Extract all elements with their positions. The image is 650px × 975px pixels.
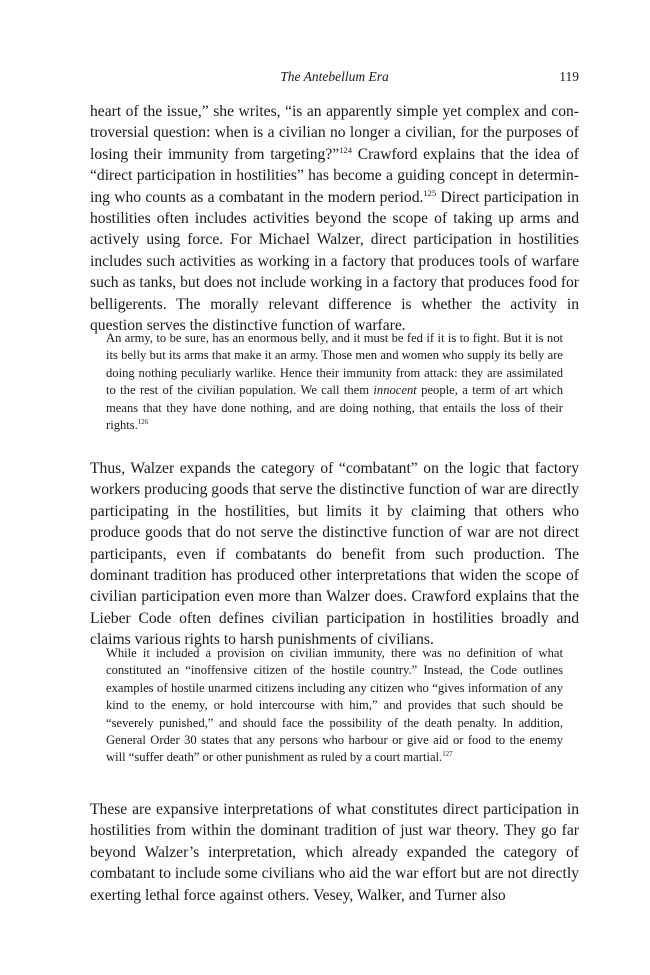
paragraph-1-text-c: Direct participation in hostilities often includes activities beyond the scope of taking up arms and actively using force. For Michael Walzer, direct participation in hostilities includes such activities as working in a factory that produces tools of warfare such as tanks, but does not include working in a factory that produces food for belligerents. The morally relevant difference is whether the activity in question serves the distinctive function of warfare. — [90, 188, 579, 335]
paragraph-1 — [90, 101, 579, 336]
page-number: 119 — [559, 69, 579, 84]
footnote-ref-125: 125 — [423, 187, 437, 198]
block-quote-1-text-b: people, a term of art which means that they have done nothing, and are doing nothing, that entails the loss of their rights. — [106, 383, 564, 433]
paragraph-1-text-b: Crawford explains that the idea of “direct participation in hostilities” has become a guiding concept in determining who counts as a combatant in the modern period. — [90, 145, 579, 206]
footnote-ref-126: 126 — [137, 419, 149, 427]
paragraph-3: These are expansive interpretations of what constitutes direct participation in hostilities from within the dominant tradition of just war theory. They go far beyond Walzer’s interpretation, which already expanded the category of combatant to include some civilians who aid the war effort but are not directly exerting lethal force against others. Vesey, Walker, and Turner also — [90, 801, 579, 904]
paragraph-2: Thus, Walzer expands the category of “combatant” on the logic that factory workers producing goods that serve the distinctive function of war are directly participating in the hostilities, but limits it by claiming that others who produce goods that do not serve the distinctive function of war are not direct participants, even if combatants do benefit from such production. The dominant tradition has produced other interpretations that widen the scope of civilian participation even more than Walzer does. Crawford explains that the Lieber Code often defines civilian participation in hostilities broadly and claims various rights to harsh punishments of civilians. — [90, 460, 579, 649]
running-header — [90, 68, 579, 86]
block-quote-1-text-a: An army, to be sure, has an enormous belly, and it must be fed if it is to fight. But it is not its belly but its arms that make it an army. Those men and women who supply its belly are doing nothing peculiarly warlike. Hence their immunity from attack: they are assimilated to the rest of the civilian population. We call them — [106, 331, 563, 398]
emphasized-term: innocent — [373, 383, 417, 398]
block-quote-2-text: While it included a provision on civilian immunity, there was no definition of what constituted an “inoffensive citizen of the hostile country.” Instead, the Code outlines examples of hostile unarmed citizens including any citizen who “gives information of any kind to the enemy, or hold intercourse with him,” and provides that such should be “severely punished,” and should face the possibility of the death penalty. In addition, General Order 30 states that any persons who harbour or give aid or food to the enemy will “suffer death” or other punishment as ruled by a court martial. — [106, 646, 563, 765]
footnote-ref-124: 124 — [339, 144, 353, 155]
paragraph-1-text-a: heart of the issue,” she writes, “is an apparently simple yet complex and controversial question: when is a civilian no longer a civilian, for the purposes of losing their immunity from targeting?” — [90, 103, 579, 163]
footnote-ref-127: 127 — [442, 751, 453, 759]
block-quote-1 — [106, 330, 563, 434]
block-quote-2 — [106, 645, 563, 767]
running-title: The Antebellum Era — [280, 69, 389, 84]
